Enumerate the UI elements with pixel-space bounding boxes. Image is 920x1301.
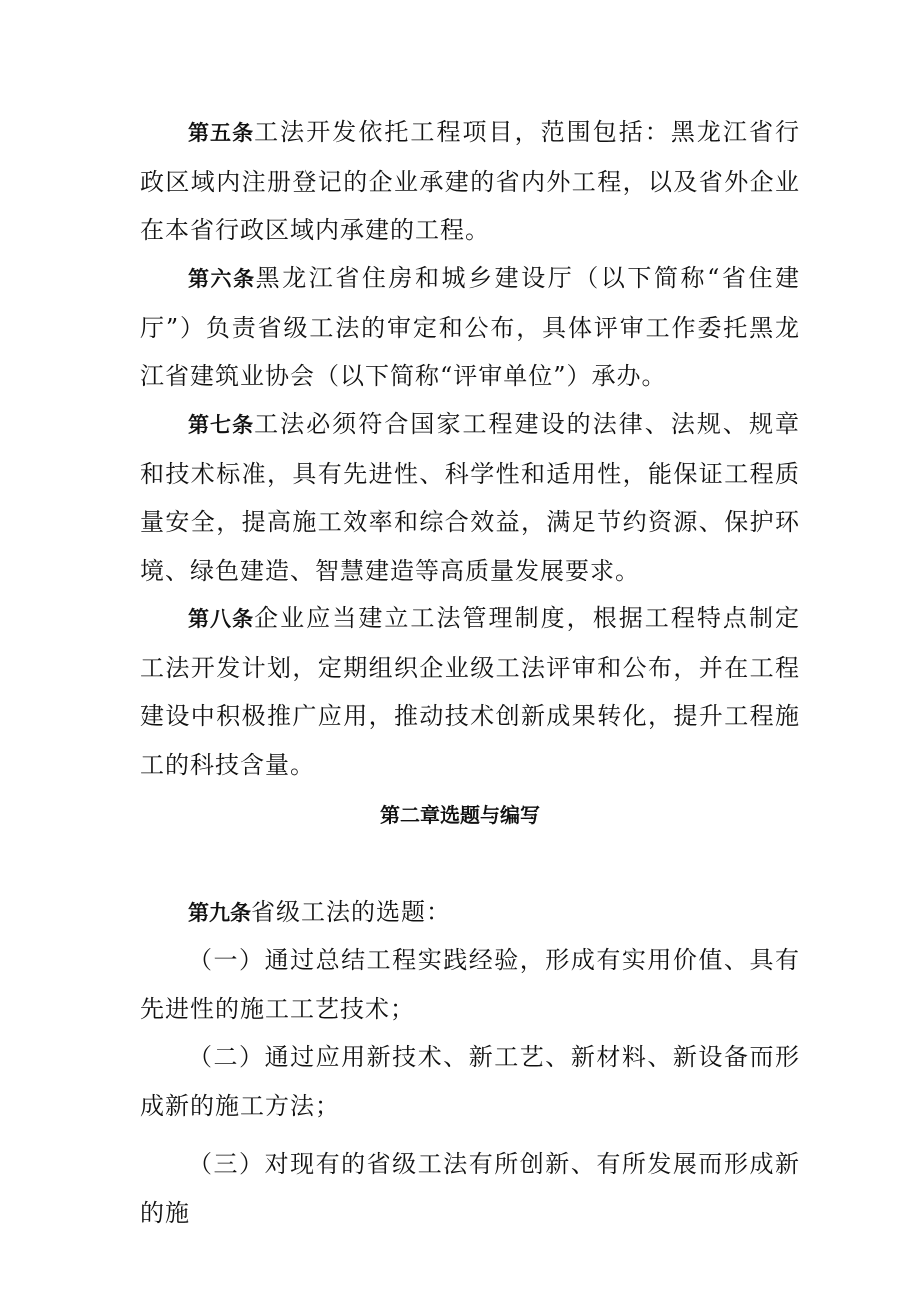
article-6-label: 第六条 [188, 267, 256, 291]
article-7-text: 工法必须符合国家工程建设的法律、法规、规章和技术标准，具有先进性、科学性和适用性，能保证工程质量安全，提高施工效率和综合效益，满足节约资源、保护环境、绿色建造、智慧建造等高质量发展要求。 [140, 410, 801, 585]
article-7 [140, 400, 800, 595]
article-8-text: 企业应当建立工法管理制度，根据工程特点制定工法开发计划，定期组织企业级工法评审和公布，并在工程建设中积极推广应用，推动技术创新成果转化，提升工程施工的科技含量。 [140, 604, 801, 779]
article-6-text: 黑龙江省住房和城乡建设厅（以下简称“省住建厅”）负责省级工法的审定和公布，具体评审工作委托黑龙江省建筑业协会（以下简称“评审单位”）承办。 [140, 264, 800, 390]
list-item: （二）通过应用新技术、新工艺、新材料、新设备而形成新的施工方法； [140, 1043, 800, 1120]
article-5-text: 工法开发依托工程项目，范围包括：黑龙江省行政区域内注册登记的企业承建的省内外工程，以及省外企业在本省行政区域内承建的工程。 [140, 118, 801, 244]
article-9 [140, 888, 800, 938]
chapter-heading: 第二章选题与编写 [380, 803, 540, 827]
article-7-label: 第七条 [188, 413, 255, 437]
article-5 [140, 108, 800, 255]
article-5-label: 第五条 [188, 121, 255, 145]
article-9-text: 省级工法的选题： [251, 898, 451, 926]
article-8 [140, 594, 800, 789]
list-item: （三）对现有的省级工法有所创新、有所发展而形成新的施 [140, 1150, 800, 1227]
article-8-label: 第八条 [188, 607, 255, 631]
list-item: （一）通过总结工程实践经验，形成有实用价值、具有先进性的施工工艺技术； [140, 946, 800, 1023]
article-9-label: 第九条 [188, 901, 251, 925]
article-6 [140, 254, 800, 401]
